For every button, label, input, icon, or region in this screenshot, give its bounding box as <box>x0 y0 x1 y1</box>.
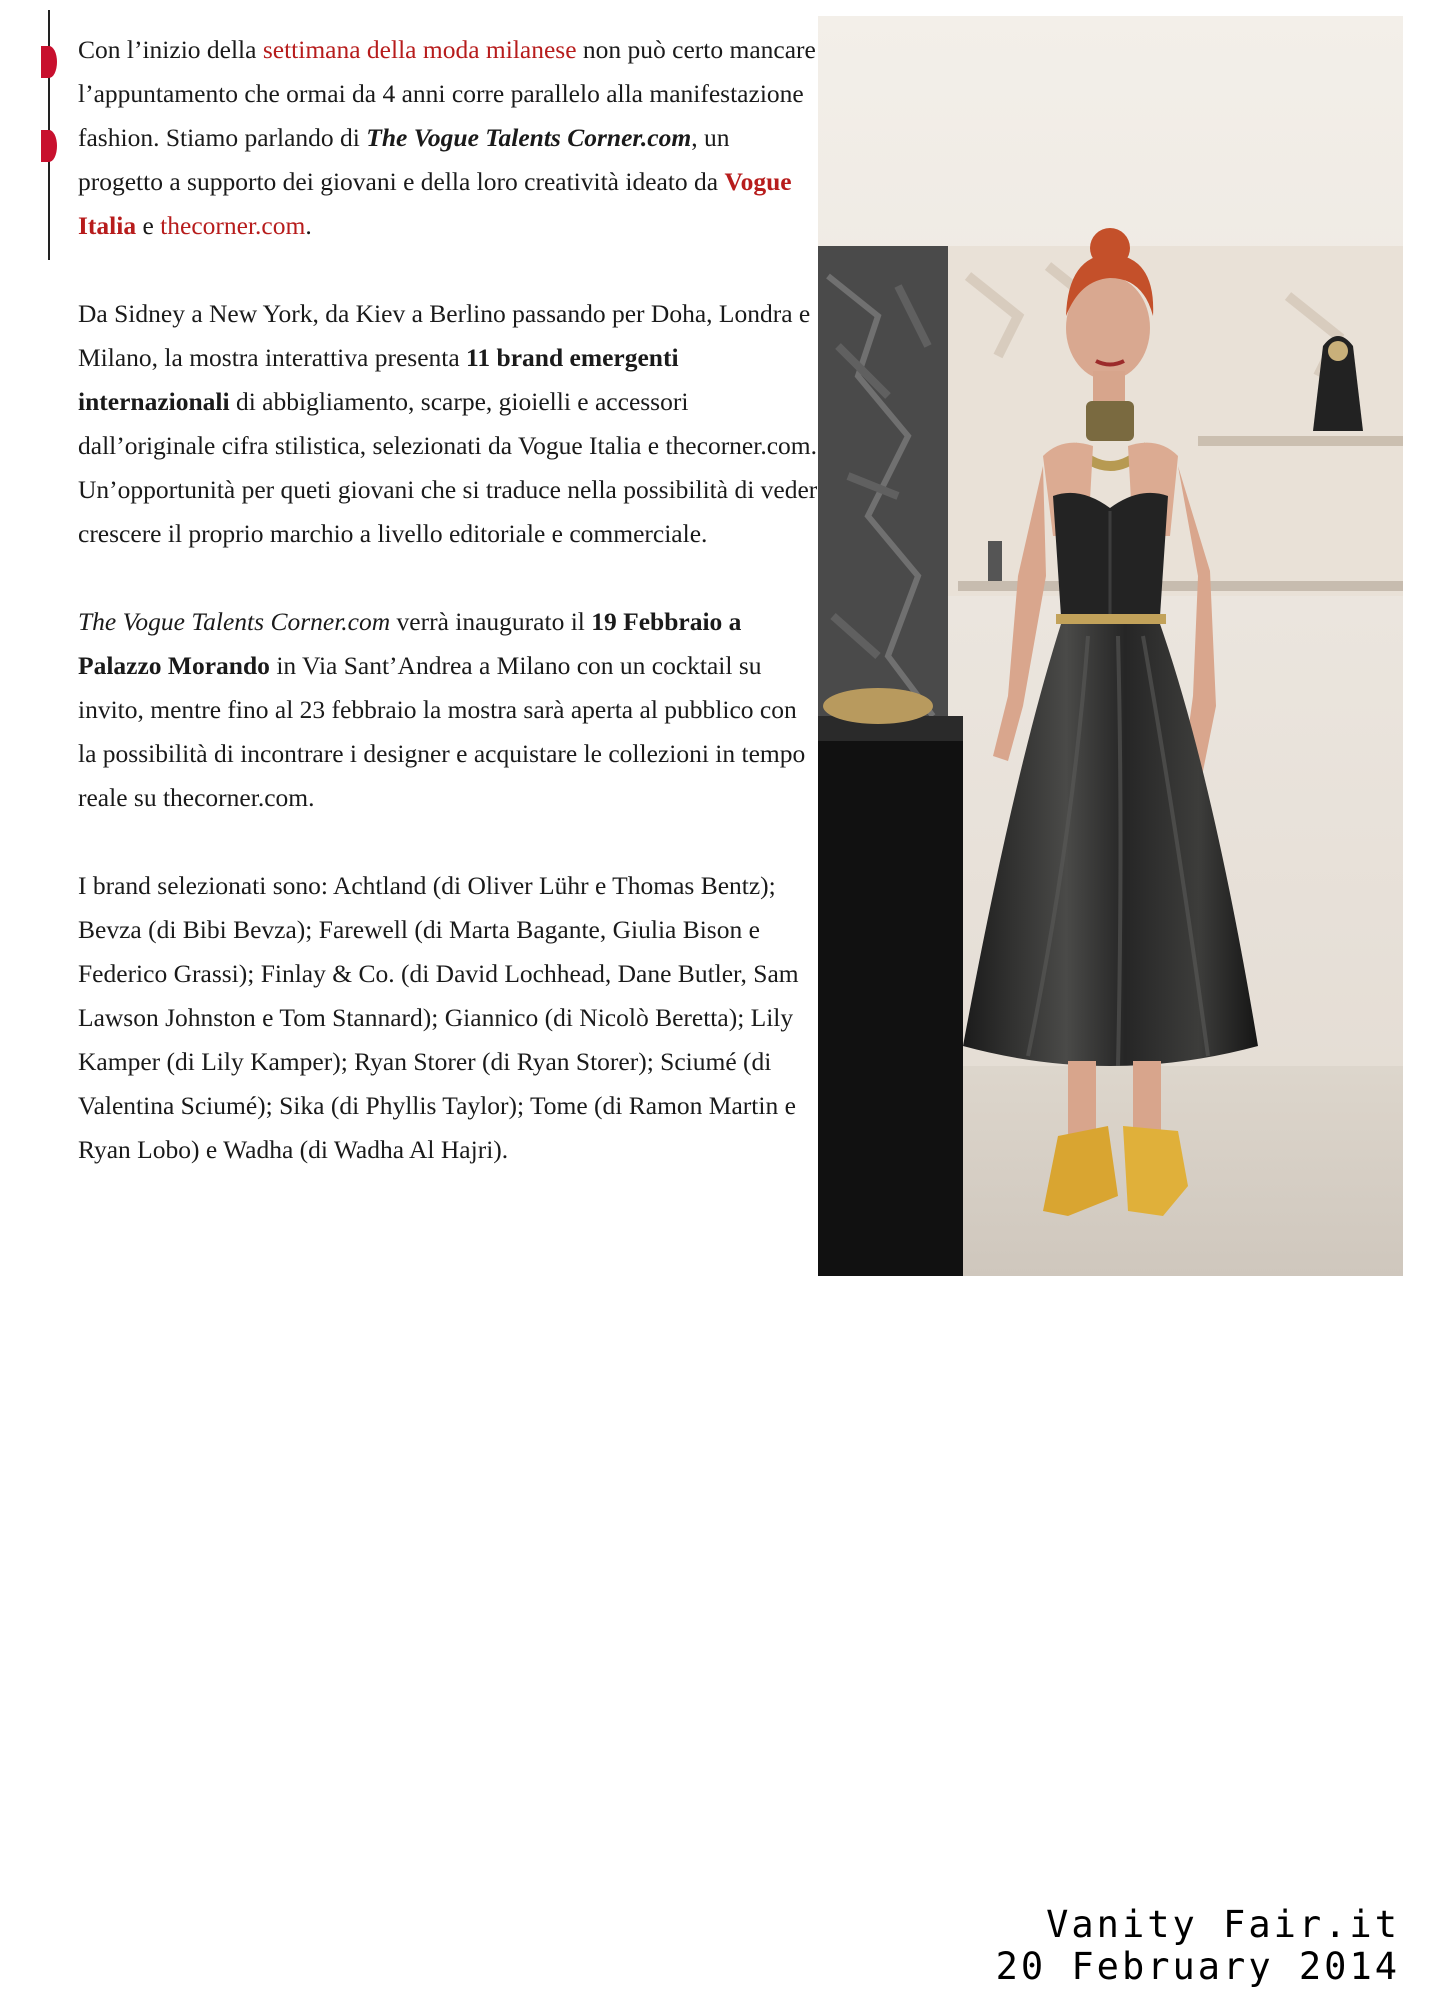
bold-brands: 11 brand emergenti internazionali <box>78 343 679 416</box>
link-thecorner[interactable]: thecorner.com <box>160 211 306 240</box>
share-marker-icon[interactable] <box>41 130 57 162</box>
paragraph-intro: Con l’inizio della settimana della moda milanese non può certo mancare l’appuntamento che ormai da 4 anni corre parallelo alla manifestazione fashion. Stiamo parlando di The Vogue Talents Corner.com, un progetto a supporto dei giovani e della loro creatività ideato da Vogue Italia e thecorner.com. <box>78 35 816 240</box>
paragraph-exhibition: Da Sidney a New York, da Kiev a Berlino passando per Doha, Londra e Milano, la mostra interattiva presenta 11 brand emergenti internazionali di abbigliamento, scarpe, gioielli e accessori dall’originale cifra stilistica, selezionati da Vogue Italia e thecorner.com. Un’opportunità per queti giovani che si traduce nella possibilità di veder crescere il proprio marchio a livello editoriale e commerciale. <box>78 299 818 548</box>
paragraph-opening: The Vogue Talents Corner.com verrà inaugurato il 19 Febbraio a Palazzo Morando in Via Sant’Andrea a Milano con un cocktail su invito, mentre fino al 23 febbraio la mostra sarà aperta al pubblico con la possibilità di incontrare i designer e acquistare le collezioni in tempo reale su thecorner.com. <box>78 607 806 812</box>
brand-name: The Vogue Talents Corner.com <box>78 607 391 636</box>
link-vogue-italia[interactable]: Vogue Italia <box>78 167 792 240</box>
source-name: Vanity Fair.it <box>1046 1903 1400 1946</box>
bold-date-venue: 19 Febbraio a Palazzo Morando <box>78 607 742 680</box>
paragraph-brand-list: I brand selezionati sono: Achtland (di Oliver Lühr e Thomas Bentz); Bevza (di Bibi Bevza); Farewell (di Marta Bagante, Giulia Bison e Federico Grassi); Finlay & Co. (di David Lochhead, Dane Butler, Sam Lawson Johnston e Tom Stannard); Giannico (di Nicolò Beretta); Lily Kamper (di Lily Kamper); Ryan Storer (di Ryan Storer); Sciumé (di Valentina Sciumé); Sika (di Phyllis Taylor); Tome (di Ramon Martin e Ryan Lobo) e Wadha (di Wadha Al Hajri). <box>78 871 799 1164</box>
source-footer <box>996 1904 1400 1988</box>
link-fashion-week[interactable]: settimana della moda milanese <box>262 35 577 64</box>
publication-date: 20 February 2014 <box>995 1945 1400 1988</box>
share-marker-icon[interactable] <box>41 46 57 78</box>
article-photo <box>818 16 1403 1276</box>
brand-name: The Vogue Talents Corner.com <box>366 123 692 152</box>
article-body <box>78 28 820 1216</box>
